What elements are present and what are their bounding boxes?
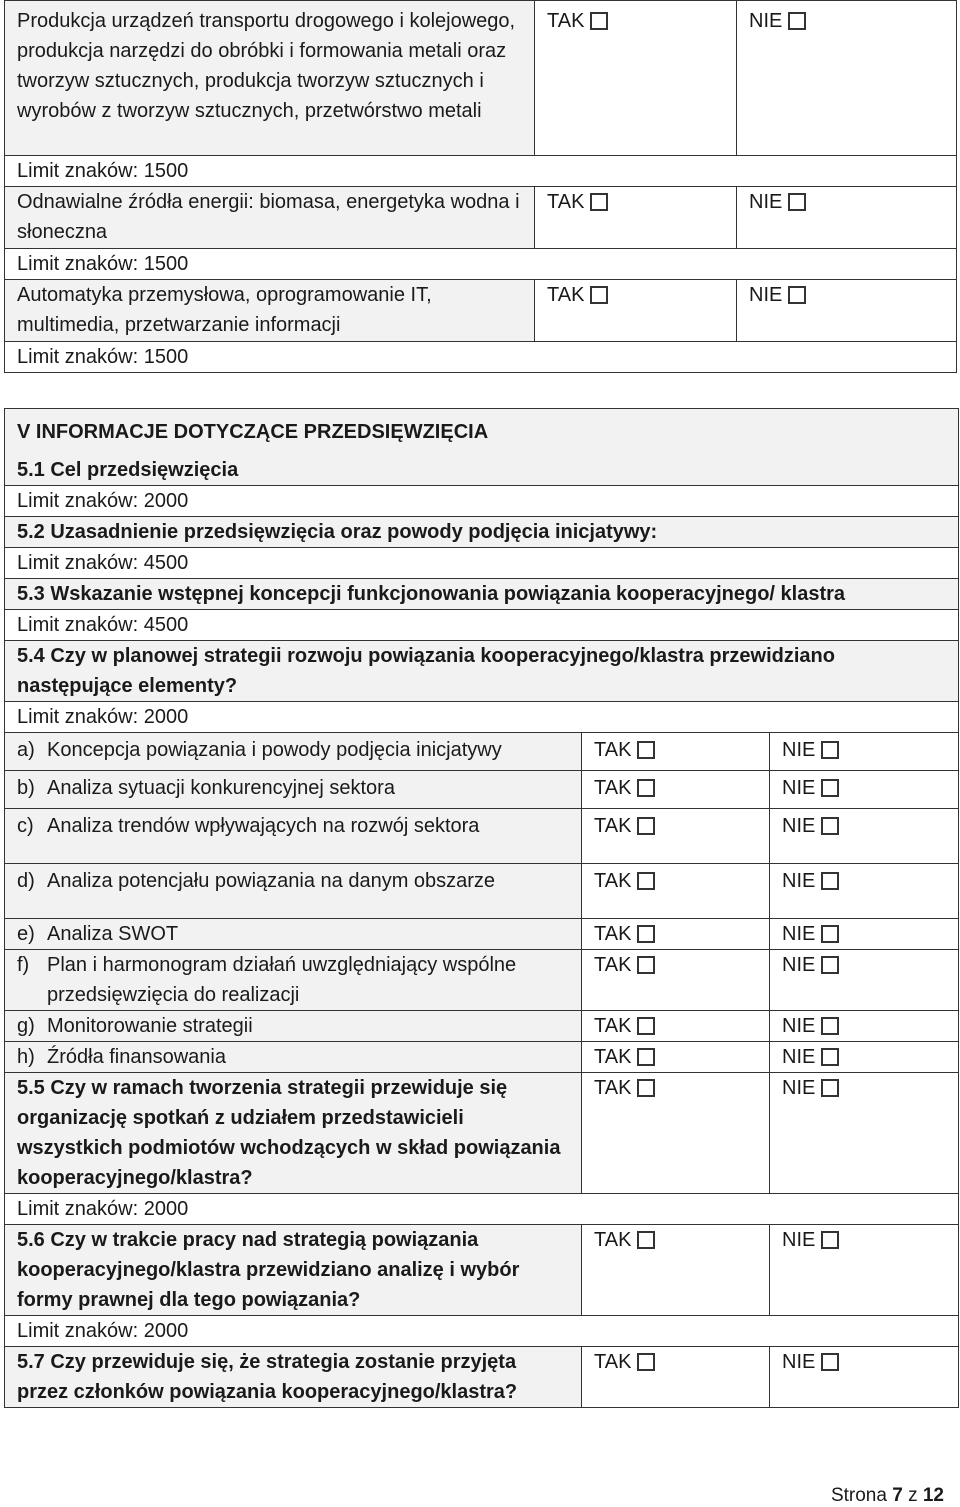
limit-text: Limit znaków: 1500 (5, 156, 957, 187)
page-total: 12 (922, 1485, 944, 1506)
no-checkbox[interactable]: NIE (782, 773, 839, 803)
checkbox-box-icon (821, 1017, 839, 1035)
no-checkbox[interactable]: NIE (782, 1073, 839, 1103)
question-5-5: 5.5 Czy w ramach tworzenia strategii przewiduje się organizację spotkań z udziałem przedstawicieli wszystkich podmiotów wchodzących w skład powiązania kooperacyjnego/klastra? (5, 1072, 582, 1193)
checkbox-box-icon (788, 12, 806, 30)
limit-text: Limit znaków: 2000 (5, 1193, 959, 1224)
limit-text: Limit znaków: 4500 (5, 547, 959, 578)
limit-text: Limit znaków: 2000 (5, 1315, 959, 1346)
yes-checkbox[interactable]: TAK (594, 1073, 655, 1103)
footer-label: Strona (830, 1485, 887, 1506)
no-checkbox[interactable]: NIE (782, 866, 839, 896)
yes-checkbox[interactable]: TAK (547, 187, 608, 217)
no-checkbox[interactable]: NIE (782, 735, 839, 765)
checkbox-box-icon (821, 779, 839, 797)
element-row: e) Analiza SWOT (5, 918, 582, 949)
limit-text: Limit znaków: 2000 (5, 701, 959, 732)
checkbox-box-icon (821, 1353, 839, 1371)
element-row: b) Analiza sytuacji konkurencyjnej sektora (5, 770, 582, 808)
question-5-3: 5.3 Wskazanie wstępnej koncepcji funkcjonowania powiązania kooperacyjnego/ klastra (5, 578, 959, 609)
yes-checkbox[interactable]: TAK (594, 1225, 655, 1255)
no-checkbox[interactable]: NIE (782, 1011, 839, 1041)
element-row: h) Źródła finansowania (5, 1041, 582, 1072)
element-row: f) Plan i harmonogram działań uwzględniający wspólne przedsięwzięcia do realizacji (5, 949, 582, 1010)
no-checkbox[interactable]: NIE (782, 950, 839, 980)
checkbox-box-icon (590, 286, 608, 304)
sector-name: Produkcja urządzeń transportu drogowego i kolejowego, produkcja narzędzi do obróbki i formowania metali oraz tworzyw sztucznych, produkcja tworzyw sztucznych i wyrobów z tworzyw sztucznych, przetwórstwo metali (5, 1, 535, 156)
no-checkbox[interactable]: NIE (782, 1225, 839, 1255)
checkbox-box-icon (637, 1048, 655, 1066)
yes-checkbox[interactable]: TAK (594, 919, 655, 949)
yes-checkbox[interactable]: TAK (594, 866, 655, 896)
question-5-4: 5.4 Czy w planowej strategii rozwoju powiązania kooperacyjnego/klastra przewidziano następujące elementy? (5, 640, 959, 701)
limit-text: Limit znaków: 1500 (5, 249, 957, 280)
checkbox-box-icon (821, 1231, 839, 1249)
no-checkbox[interactable]: NIE (749, 187, 806, 217)
checkbox-box-icon (637, 1231, 655, 1249)
yes-checkbox[interactable]: TAK (594, 773, 655, 803)
footer-sep: z (908, 1485, 918, 1506)
limit-text: Limit znaków: 4500 (5, 609, 959, 640)
page-footer (831, 1485, 944, 1507)
yes-checkbox[interactable]: TAK (547, 6, 608, 36)
element-row: d) Analiza potencjału powiązania na danym obszarze (5, 863, 582, 918)
checkbox-box-icon (637, 956, 655, 974)
no-checkbox[interactable]: NIE (782, 919, 839, 949)
limit-text: Limit znaków: 2000 (5, 485, 959, 516)
element-row: c) Analiza trendów wpływających na rozwój sektora (5, 808, 582, 863)
no-checkbox[interactable]: NIE (782, 1042, 839, 1072)
section-5-table (4, 408, 959, 1408)
checkbox-box-icon (821, 872, 839, 890)
checkbox-box-icon (590, 193, 608, 211)
checkbox-box-icon (637, 1017, 655, 1035)
question-5-7: 5.7 Czy przewiduje się, że strategia zostanie przyjęta przez członków powiązania kooperacyjnego/klastra? (5, 1346, 582, 1407)
yes-checkbox[interactable]: TAK (594, 1011, 655, 1041)
limit-text: Limit znaków: 1500 (5, 342, 957, 373)
sector-name: Odnawialne źródła energii: biomasa, energetyka wodna i słoneczna (5, 187, 535, 249)
yes-checkbox[interactable]: TAK (594, 811, 655, 841)
question-5-2: 5.2 Uzasadnienie przedsięwzięcia oraz powody podjęcia inicjatywy: (5, 516, 959, 547)
element-row: g) Monitorowanie strategii (5, 1010, 582, 1041)
no-checkbox[interactable]: NIE (749, 6, 806, 36)
no-checkbox[interactable]: NIE (782, 811, 839, 841)
checkbox-box-icon (821, 741, 839, 759)
checkbox-box-icon (821, 1048, 839, 1066)
checkbox-box-icon (821, 817, 839, 835)
yes-checkbox[interactable]: TAK (594, 950, 655, 980)
checkbox-box-icon (821, 1079, 839, 1097)
checkbox-box-icon (637, 925, 655, 943)
checkbox-box-icon (590, 12, 608, 30)
no-checkbox[interactable]: NIE (749, 280, 806, 310)
checkbox-box-icon (821, 925, 839, 943)
yes-checkbox[interactable]: TAK (594, 1347, 655, 1377)
no-checkbox[interactable]: NIE (782, 1347, 839, 1377)
element-row: a) Koncepcja powiązania i powody podjęcia inicjatywy (5, 732, 582, 770)
checkbox-box-icon (788, 286, 806, 304)
sectors-table (4, 0, 957, 373)
question-5-1: 5.1 Cel przedsięwzięcia (5, 455, 959, 486)
checkbox-box-icon (788, 193, 806, 211)
checkbox-box-icon (821, 956, 839, 974)
checkbox-box-icon (637, 741, 655, 759)
question-5-6: 5.6 Czy w trakcie pracy nad strategią powiązania kooperacyjnego/klastra przewidziano analizę i wybór formy prawnej dla tego powiązania? (5, 1224, 582, 1315)
checkbox-box-icon (637, 872, 655, 890)
page-number: 7 (892, 1485, 903, 1506)
checkbox-box-icon (637, 817, 655, 835)
yes-checkbox[interactable]: TAK (594, 1042, 655, 1072)
checkbox-box-icon (637, 779, 655, 797)
yes-checkbox[interactable]: TAK (594, 735, 655, 765)
yes-checkbox[interactable]: TAK (547, 280, 608, 310)
section-title: V INFORMACJE DOTYCZĄCE PRZEDSIĘWZIĘCIA (5, 409, 959, 455)
sector-name: Automatyka przemysłowa, oprogramowanie IT, multimedia, przetwarzanie informacji (5, 280, 535, 342)
checkbox-box-icon (637, 1353, 655, 1371)
checkbox-box-icon (637, 1079, 655, 1097)
